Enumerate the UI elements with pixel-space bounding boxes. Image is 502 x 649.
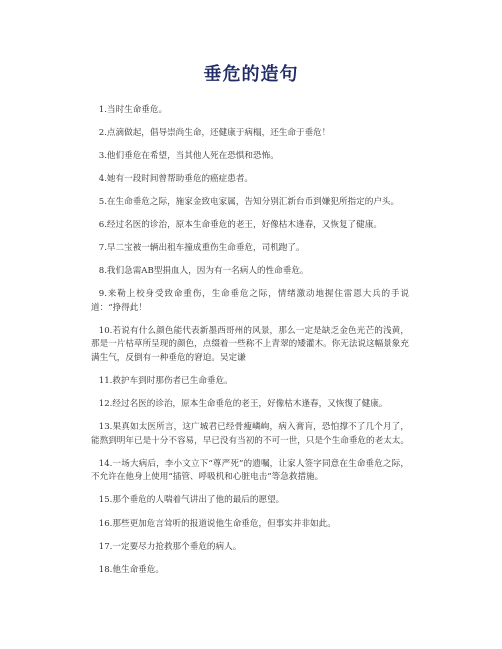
list-item: 9.来勒上校身受致命重伤，生命垂危之际，情绪激动地握住雷恩大兵的手说道：“挣得此！ xyxy=(91,289,409,313)
list-item: 3.他们垂危在希望，当其他人死在恐惧和恐怖。 xyxy=(98,150,279,161)
list-item: 12.经过名医的诊治，原本生命垂危的老王，好像枯木逢春，又恢復了健康。 xyxy=(98,399,388,410)
list-item: 15.那个垂危的人喘着气讲出了他的最后的愿望。 xyxy=(98,495,285,506)
list-item: 1.当时生命垂危。 xyxy=(98,104,168,115)
list-item: 8.我们急需AB型捐血人，因为有一名病人的性命垂危。 xyxy=(98,266,309,277)
sentence-list xyxy=(91,95,409,577)
list-item: 4.她有一段时间曾帮助垂危的癌症患者。 xyxy=(98,173,254,184)
list-item: 18.他生命垂危。 xyxy=(98,564,164,575)
list-item: 14.一场大病后，李小文立下“尊严死”的遗嘱，让家人签字同意在生命垂危之际，不允许在他身上使用“插管、呼吸机和心脏电击”等急救措施。 xyxy=(91,458,409,483)
list-item: 13.果真如太医所言，这广城君已经骨瘦嶙峋，病入膏肓，恐怕撑不了几个月了，能熬到明年已是十分不容易，早已没有当初的不可一世，只是个生命垂危的老太太。 xyxy=(91,422,409,446)
list-item: 6.经过名医的诊治，原本生命垂危的老王，好像枯木逢春，又恢复了健康。 xyxy=(98,220,382,231)
list-item: 10.若说有什么颜色能代表新墨西哥州的风景，那么一定是缺乏金色光芒的浅黄，那是一片枯草所呈现的颜色，点缀着一些称不上青翠的矮灌木。你无法说这幅景象充满生气，反倒有一种垂危的窘迫。吴定谦 xyxy=(91,325,409,363)
list-item: 16.那些更加危言耸听的报道说他生命垂危，但事实并非如此。 xyxy=(98,518,336,529)
list-item: 2.点滴做起，倡导崇尚生命，还健康于病榻，还生命于垂危！ xyxy=(98,127,331,138)
list-item: 11.救护车到时那伤者已生命垂危。 xyxy=(98,376,233,387)
list-item: 7.早二宝被一辆出租车撞成重伤生命垂危，司机跑了。 xyxy=(98,243,305,254)
list-item: 17.一定要尽力抢救那个垂危的病人。 xyxy=(98,541,242,552)
list-item: 5.在生命垂危之际，施家金致电家属，告知分别汇新台币到嫌犯所指定的户头。 xyxy=(98,196,400,207)
page-title: 垂危的造句 xyxy=(203,64,299,85)
